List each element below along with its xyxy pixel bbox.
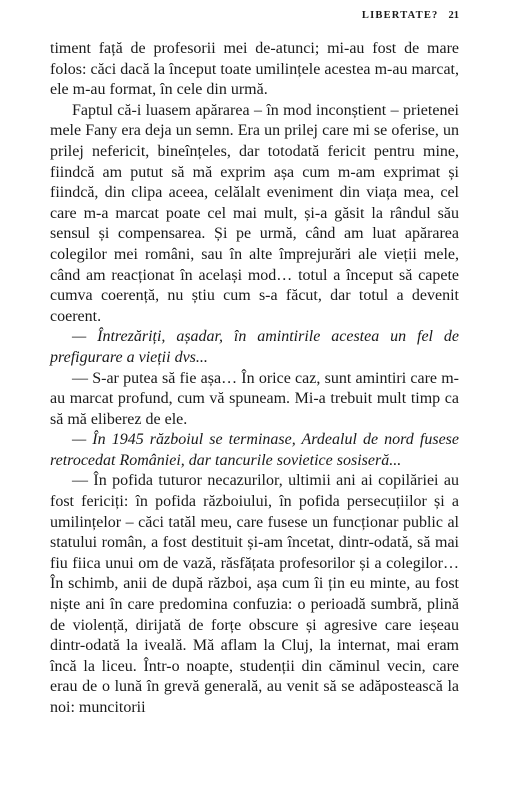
body-text bbox=[50, 39, 459, 719]
paragraph-answer: — S-ar putea să fie așa… În orice caz, sunt amintiri care m-au marcat profund, cum vă spuneam. Mi-a trebuit mult timp ca să mă eliberez de ele. bbox=[50, 369, 459, 428]
paragraph-answer: — În pofida tuturor necazurilor, ultimii ani ai copilăriei au fost fericiți: în pofida războiului, în pofida persecuțiilor și a umilințelor – căci tatăl meu, care fusese un funcționar public al statului român, a fost destituit și-am încetat, dintr-odată, să mai fiu fiica unui om de vază, răsfățata profesorilor și a colegilor… În schimb, anii de după război, așa cum îi țin eu minte, au fost niște ani în care predomina confuzia: o perioadă sumbră, plină de violență, dirijată de forțe obscure și agresive care ieșeau dintr-odată la iveală. Mă aflam la Cluj, la internat, mai eram încă la liceu. Într-o noapte, studenții din căminul vecin, care erau de o lună în grevă generală, au venit să se adăpostească la noi: muncitorii bbox=[50, 472, 459, 716]
paragraph-continuation: timent față de profesorii mei de-atunci; mi-au fost de mare folos: căci dacă la început toate umilințele acestea m-au marcat, ele m-au format, în cele din urmă. bbox=[50, 40, 459, 99]
running-header bbox=[362, 10, 459, 21]
paragraph-question: — Întrezăriți, așadar, în amintirile acestea un fel de prefigurare a vieții dvs... bbox=[50, 328, 459, 366]
paragraph-question: — În 1945 războiul se terminase, Ardealul de nord fusese retrocedat României, dar tancurile sovietice sosiseră... bbox=[50, 431, 459, 469]
running-title: LIBERTATE? bbox=[361, 10, 439, 21]
paragraph-answer: Faptul că-i luasem apărarea – în mod inconștient – prietenei mele Fany era deja un semn. Era un prilej care mi se oferise, un prilej nefericit, bineînțeles, dar totodată fericit pentru mine, fiindcă am putut să mă exprim așa cum m-am exprimat și fiindcă, din clipa aceea, celălalt eveniment din viața mea, cel care m-a marcat poate cel mai mult, și-a găsit la rândul său sensul și compensarea. Și pe urmă, când am luat apărarea colegilor mei români, sau în alte împrejurări ale vieții mele, când am reacționat în același mod… totul a început să capete cumva coerență, nu știu cum s-a făcut, dar totul a devenit coerent. bbox=[50, 101, 459, 325]
page-number: 21 bbox=[448, 10, 459, 21]
